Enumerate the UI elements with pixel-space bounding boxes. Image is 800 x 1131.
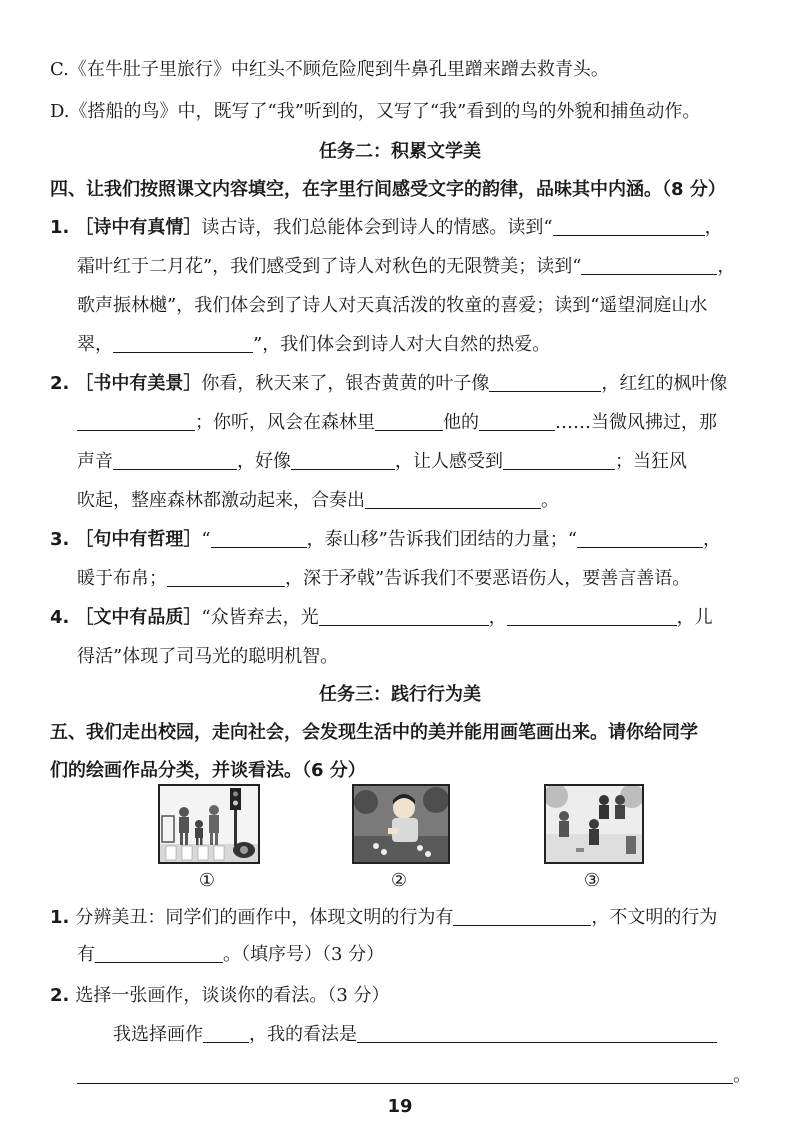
t3-q2-line-1 bbox=[50, 984, 390, 1008]
q1-line-3: 歌声振林樾”，我们体会到了诗人对天真活泼的牧童的喜爱；读到“遥望洞庭山水 bbox=[77, 295, 708, 316]
opinion-blank-2[interactable] bbox=[77, 1065, 733, 1084]
q2-blank-4[interactable] bbox=[479, 412, 555, 431]
q2-blank-7[interactable] bbox=[503, 451, 615, 470]
q3-blank-3[interactable] bbox=[167, 568, 285, 587]
caption-2: ② bbox=[390, 870, 408, 891]
q2-blank-5[interactable] bbox=[113, 451, 237, 470]
q3-text: “ bbox=[201, 529, 211, 550]
q1-tag: ［诗中有真情］ bbox=[75, 217, 202, 238]
q4-text: ，儿 bbox=[676, 607, 713, 628]
t3-q2-line-2 bbox=[113, 1023, 717, 1047]
uncivilized-behavior-blank[interactable] bbox=[95, 944, 223, 963]
q3-text: ，深于矛戟”告诉我们不要恶语伤人，要善言善语。 bbox=[285, 568, 691, 589]
q2-text: ，好像 bbox=[237, 451, 291, 472]
page-number: 19 bbox=[387, 1096, 413, 1117]
drawing-2-picking-flowers bbox=[352, 784, 450, 864]
option-c: C.《在牛肚子里旅行》中红头不顾危险爬到牛鼻孔里蹭来蹭去救青头。 bbox=[50, 59, 609, 80]
t3-q1-line-1 bbox=[50, 906, 717, 930]
t3-q2-line-3 bbox=[77, 1064, 751, 1088]
park-illustration bbox=[546, 786, 642, 862]
q2-text: 。 bbox=[541, 490, 559, 511]
q3-tag: ［句中有哲理］ bbox=[75, 529, 202, 550]
crosswalk-illustration bbox=[160, 786, 258, 862]
q1-comma: ， bbox=[704, 217, 723, 238]
q2-number: 2. bbox=[50, 373, 70, 394]
t3-q2-period: 。 bbox=[733, 1065, 751, 1086]
q3-number: 3. bbox=[50, 529, 70, 550]
civilized-behavior-blank[interactable] bbox=[453, 907, 591, 926]
q2-blank-8[interactable] bbox=[365, 490, 541, 509]
q1-blank-1[interactable] bbox=[553, 217, 705, 236]
q2-blank-1[interactable] bbox=[489, 373, 601, 392]
q4-blank-2[interactable] bbox=[507, 607, 677, 626]
t3-q1-text: 分辨美丑：同学们的画作中，体现文明的行为有 bbox=[75, 907, 454, 928]
section-5-heading-line-1: 五、我们走出校园，走向社会，会发现生活中的美并能用画笔画出来。请你给同学 bbox=[50, 722, 698, 743]
q4-line-1 bbox=[50, 606, 713, 630]
t3-q1-text: ，不文明的行为 bbox=[591, 907, 718, 928]
t3-q2-text: 我选择画作 bbox=[113, 1024, 203, 1045]
q4-line-2: 得活”体现了司马光的聪明机智。 bbox=[77, 646, 339, 667]
q2-text: 吹起，整座森林都激动起来，合奏出 bbox=[77, 490, 365, 511]
t3-q2-text: 选择一张画作，谈谈你的看法。（3 分） bbox=[75, 985, 390, 1006]
q1-text: 翠， bbox=[77, 334, 113, 355]
q2-text: 你看，秋天来了，银杏黄黄的叶子像 bbox=[201, 373, 490, 394]
q3-line-2 bbox=[77, 567, 690, 591]
q2-blank-6[interactable] bbox=[291, 451, 395, 470]
option-d: D.《搭船的鸟》中，既写了“我”听到的，又写了“我”看到的鸟的外貌和捕鱼动作。 bbox=[50, 101, 701, 122]
t3-q1-line-2 bbox=[77, 943, 384, 967]
q4-tag: ［文中有品质］ bbox=[75, 607, 202, 628]
q1-text: 霜叶红于二月花”，我们感受到了诗人对秋色的无限赞美；读到“ bbox=[77, 256, 582, 277]
q2-line-2 bbox=[77, 411, 717, 435]
q1-comma: ， bbox=[717, 256, 736, 277]
q2-tag: ［书中有美景］ bbox=[75, 373, 202, 394]
q2-text: ；当狂风 bbox=[615, 451, 687, 472]
q1-line-1 bbox=[50, 216, 723, 240]
t3-q1-number: 1. bbox=[50, 907, 70, 928]
opinion-blank-1[interactable] bbox=[357, 1024, 717, 1043]
q2-text: ……当微风拂过，那 bbox=[555, 412, 717, 433]
t3-q2-number: 2. bbox=[50, 985, 70, 1006]
q2-text: ；你听，风会在森林里 bbox=[195, 412, 375, 433]
drawing-1-crosswalk bbox=[158, 784, 260, 864]
q2-line-1 bbox=[50, 372, 727, 396]
q1-number: 1. bbox=[50, 217, 70, 238]
q2-line-4 bbox=[77, 489, 559, 513]
q4-text: ， bbox=[488, 607, 507, 628]
q3-text: 暖于布帛； bbox=[77, 568, 167, 589]
q2-text: 声音 bbox=[77, 451, 113, 472]
caption-1: ① bbox=[198, 870, 216, 891]
q2-text: 他的 bbox=[443, 412, 479, 433]
q1-line-4 bbox=[77, 333, 550, 357]
q1-line-2 bbox=[77, 255, 735, 279]
section-5-heading-line-2: 们的绘画作品分类，并谈看法。（6 分） bbox=[50, 760, 366, 781]
q4-number: 4. bbox=[50, 607, 70, 628]
q4-blank-1[interactable] bbox=[319, 607, 489, 626]
drawing-3-park-activity bbox=[544, 784, 644, 864]
q3-line-1 bbox=[50, 528, 721, 552]
t3-q2-text: ，我的看法是 bbox=[249, 1024, 357, 1045]
q2-blank-2[interactable] bbox=[77, 412, 195, 431]
picking-flowers-illustration bbox=[354, 786, 448, 862]
q2-text: ，让人感受到 bbox=[395, 451, 503, 472]
q2-line-3 bbox=[77, 450, 687, 474]
t3-q1-text: 。（填序号）（3 分） bbox=[223, 944, 385, 965]
q1-text: 读古诗，我们总能体会到诗人的情感。读到“ bbox=[201, 217, 553, 238]
q2-blank-3[interactable] bbox=[375, 412, 443, 431]
chosen-drawing-blank[interactable] bbox=[203, 1024, 249, 1043]
q3-blank-2[interactable] bbox=[577, 529, 703, 548]
q1-blank-2[interactable] bbox=[581, 256, 717, 275]
task2-title: 任务二：积累文学美 bbox=[319, 141, 481, 162]
t3-q1-text: 有 bbox=[77, 944, 95, 965]
task3-title: 任务三：践行行为美 bbox=[319, 684, 481, 705]
caption-3: ③ bbox=[583, 870, 601, 891]
q3-text: ，泰山移”告诉我们团结的力量；“ bbox=[306, 529, 577, 550]
q3-text: ， bbox=[702, 529, 721, 550]
section-4-heading: 四、让我们按照课文内容填空，在字里行间感受文字的韵律，品味其中内涵。（8 分） bbox=[50, 179, 726, 200]
q1-text: ”，我们体会到诗人对大自然的热爱。 bbox=[253, 334, 551, 355]
q2-text: ，红红的枫叶像 bbox=[601, 373, 728, 394]
q1-blank-3[interactable] bbox=[113, 334, 253, 353]
q3-blank-1[interactable] bbox=[211, 529, 307, 548]
q4-text: “众皆弃去，光 bbox=[201, 607, 319, 628]
